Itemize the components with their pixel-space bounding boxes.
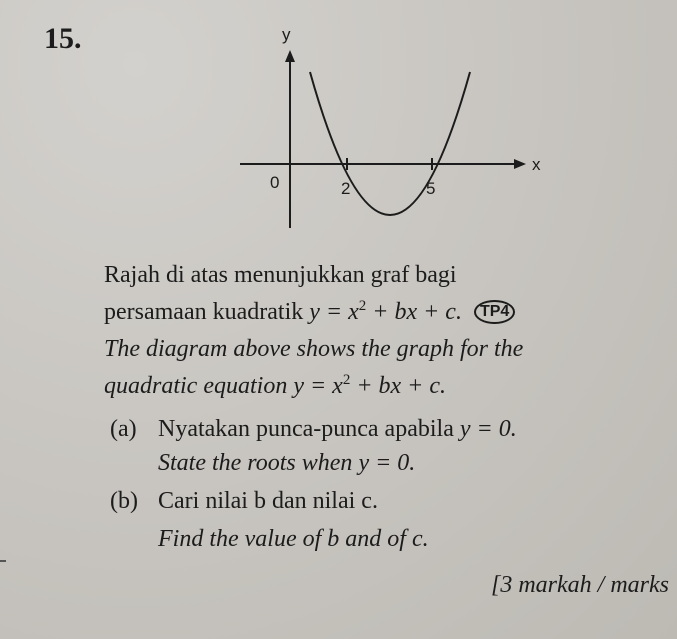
part-a-malay-eq: y = 0. [459,416,517,442]
y-axis-label: y [282,25,291,44]
part-a-english-text: State the roots when [158,450,353,476]
question-number: 15. [44,22,82,55]
marks-label: [3 markah / marks [491,572,669,598]
intro-malay-line2 [104,298,515,326]
tick-label-2: 2 [341,179,351,198]
x-axis-arrow-icon [514,159,526,169]
intro-english-line2 [104,372,446,400]
eq-lhs: y = x [309,299,359,325]
intro-english-text2: quadratic equation [104,373,288,399]
part-b-malay-text: Cari nilai b dan nilai c. [158,488,378,514]
origin-label: 0 [270,173,280,192]
intro-malay-line1 [104,262,457,289]
quadratic-graph [220,18,560,248]
equation-english [293,373,446,399]
part-b-malay [158,488,378,515]
intro-english-text1: The diagram above shows the graph for the [104,336,524,362]
eq-exponent-en: 2 [342,372,351,388]
intro-malay-text2: persamaan kuadratik [104,299,304,325]
eq-lhs-en: y = x [293,373,343,399]
margin-line [0,560,6,562]
x-axis-label: x [532,155,541,174]
y-axis-arrow-icon [285,50,295,62]
part-b-label: (b) [110,488,138,514]
eq-rhs: + bx + c. [366,299,462,325]
tp-badge: TP4 [474,300,515,324]
parabola-curve [310,72,470,215]
part-a-malay-text: Nyatakan punca-punca apabila [158,416,454,442]
eq-rhs-en: + bx + c. [350,373,447,399]
intro-english-line1 [104,336,523,363]
part-a-label: (a) [110,416,137,442]
tick-label-5: 5 [426,179,436,198]
part-a-english-eq: y = 0. [358,450,416,476]
part-b-english-text: Find the value of b and of c. [158,526,429,552]
intro-malay-text1: Rajah di atas menunjukkan graf bagi [104,262,457,288]
graph-svg [220,18,560,248]
eq-exponent: 2 [358,298,367,314]
part-a-malay [158,416,517,443]
part-a-english [158,450,415,477]
part-b-english [158,526,429,553]
equation-malay [309,299,462,325]
